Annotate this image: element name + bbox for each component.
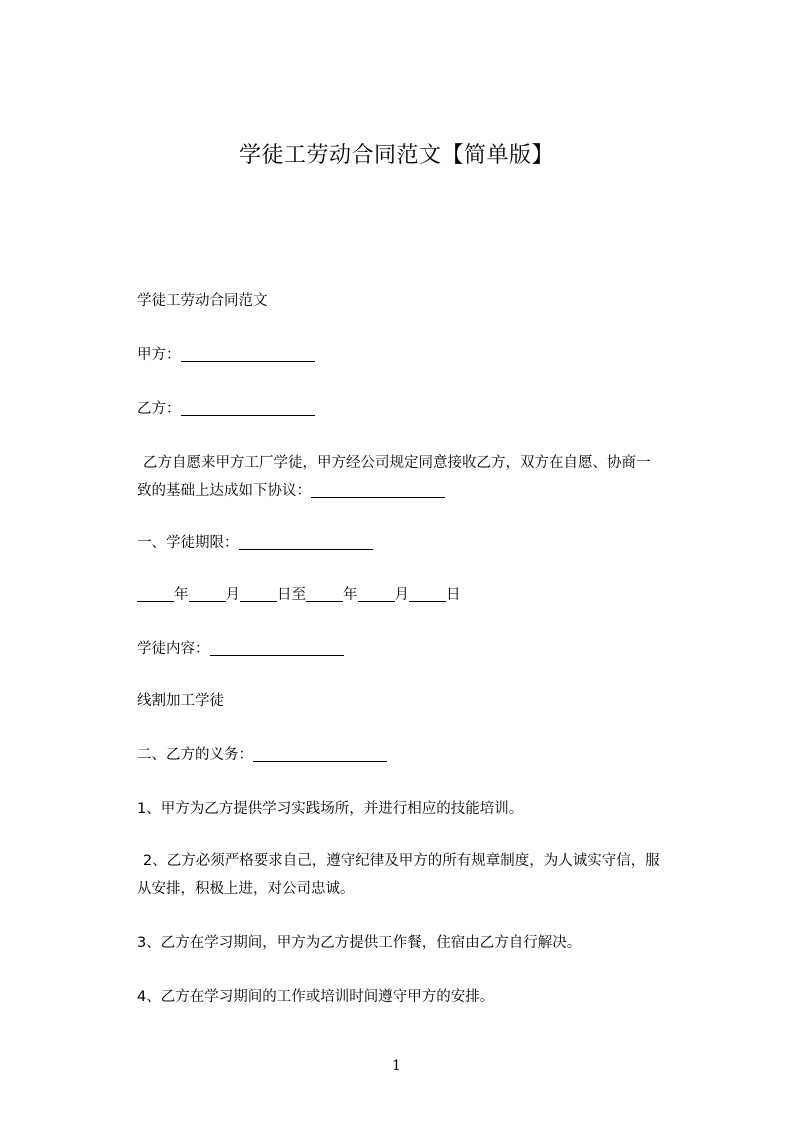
item-1: 1、甲方为乙方提供学习实践场所，并进行相应的技能培训。 <box>137 801 524 817</box>
document-subtitle: 学徒工劳动合同范文 <box>137 293 268 309</box>
party-a-line <box>137 341 709 369</box>
party-a-label: 甲方： <box>137 347 181 363</box>
section1-line <box>137 529 709 557</box>
end-month-label: 月 <box>394 587 409 603</box>
section2-blank <box>253 745 387 762</box>
content-line <box>137 635 709 663</box>
end-day-label: 日 <box>446 587 461 603</box>
content-value: 线割加工学徒 <box>137 693 224 709</box>
start-month-label: 月 <box>225 587 240 603</box>
section1-heading: 一、学徒期限： <box>137 535 239 551</box>
start-day-to-label: 日至 <box>277 587 306 603</box>
end-day-blank <box>409 585 446 602</box>
item-4: 4、乙方在学习期间的工作或培训时间遵守甲方的安排。 <box>137 989 495 1005</box>
intro-line-2 <box>137 477 709 505</box>
party-b-blank <box>181 399 315 416</box>
end-month-blank <box>358 585 395 602</box>
period-line <box>137 581 709 609</box>
item-2-line-2: 从安排，积极上进，对公司忠诚。 <box>137 881 355 897</box>
section1-blank <box>239 533 373 550</box>
item-2-line-1: 2、乙方必须严格要求自己，遵守纪律及甲方的所有规章制度，为人诚实守信，服 <box>143 853 660 869</box>
section2-line <box>137 741 709 769</box>
content-blank <box>210 639 344 656</box>
content-label: 学徒内容： <box>137 641 210 657</box>
intro-blank <box>311 481 445 498</box>
end-year-blank <box>306 585 343 602</box>
section2-heading: 二、乙方的义务： <box>137 747 253 763</box>
party-a-blank <box>181 345 315 362</box>
start-day-blank <box>240 585 277 602</box>
document-title: 学徒工劳动合同范文【简单版】 <box>238 143 554 168</box>
party-b-line <box>137 395 709 423</box>
page-number: 1 <box>392 1058 401 1074</box>
start-year-blank <box>137 585 174 602</box>
party-b-label: 乙方： <box>137 401 181 417</box>
start-month-blank <box>189 585 226 602</box>
intro-line-1: 乙方自愿来甲方工厂学徒，甲方经公司规定同意接收乙方，双方在自愿、协商一 <box>143 455 651 471</box>
end-year-label: 年 <box>343 587 358 603</box>
item-3: 3、乙方在学习期间，甲方为乙方提供工作餐，住宿由乙方自行解决。 <box>137 935 582 951</box>
start-year-label: 年 <box>174 587 189 603</box>
intro-line-2-text: 致的基础上达成如下协议： <box>137 483 311 499</box>
